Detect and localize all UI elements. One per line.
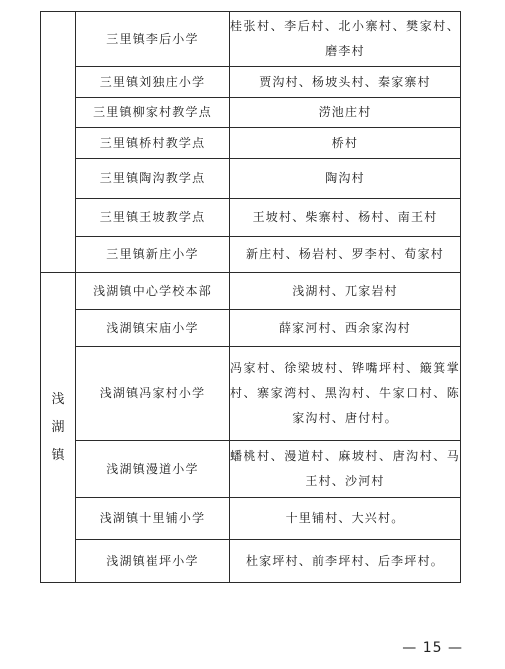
school-name: 三里镇陶沟教学点 xyxy=(76,159,230,199)
village-text: 十里铺村、大兴村。 xyxy=(285,511,405,525)
village-text: 薛家河村、西余家沟村 xyxy=(278,320,411,335)
table-row xyxy=(41,128,461,159)
table-row xyxy=(41,237,461,273)
village-list xyxy=(230,441,461,498)
village-text: 浅湖村、兀家岩村 xyxy=(292,283,398,298)
school-name: 浅湖镇崔坪小学 xyxy=(76,540,230,583)
village-text: 新庄村、杨岩村、罗李村、荀家村 xyxy=(245,247,444,261)
table-row xyxy=(41,67,461,98)
school-name: 浅湖镇十里铺小学 xyxy=(76,498,230,540)
village-text: 桂张村、李后村、北小寨村、樊家村、磨李村 xyxy=(230,19,460,58)
village-list xyxy=(230,237,461,273)
school-name: 三里镇李后小学 xyxy=(76,12,230,67)
village-list xyxy=(230,310,461,347)
village-list xyxy=(230,199,461,237)
village-list xyxy=(230,540,461,583)
town-name-char: 浅 xyxy=(51,391,65,407)
village-text: 蟠桃村、漫道村、麻坡村、唐沟村、马王村、沙河村 xyxy=(230,449,460,488)
school-name: 浅湖镇漫道小学 xyxy=(76,441,230,498)
village-list xyxy=(230,67,461,98)
village-text: 冯家村、徐梁坡村、铧嘴坪村、簸箕掌村、寨家湾村、黑沟村、牛家口村、陈家沟村、唐付村。 xyxy=(230,361,460,425)
village-text: 贾沟村、杨坡头村、秦家寨村 xyxy=(259,74,431,89)
school-name: 三里镇新庄小学 xyxy=(76,237,230,273)
town-name-char: 湖 xyxy=(51,419,65,435)
school-name: 三里镇桥村教学点 xyxy=(76,128,230,159)
village-text: 王坡村、柴寨村、杨村、南王村 xyxy=(252,210,438,224)
village-list xyxy=(230,347,461,441)
village-list xyxy=(230,128,461,159)
town-cell-lower xyxy=(41,273,76,583)
table-row xyxy=(41,199,461,237)
town-name xyxy=(51,386,65,470)
village-list xyxy=(230,12,461,67)
table-row xyxy=(41,273,461,310)
town-name-char: 镇 xyxy=(51,447,65,463)
school-name: 三里镇刘独庄小学 xyxy=(76,67,230,98)
school-name: 三里镇柳家村教学点 xyxy=(76,98,230,128)
table-row xyxy=(41,310,461,347)
table-row xyxy=(41,98,461,128)
school-name: 浅湖镇冯家村小学 xyxy=(76,347,230,441)
table-row xyxy=(41,498,461,540)
table-row xyxy=(41,347,461,441)
page-number: — 15 — xyxy=(402,640,463,656)
village-text: 杜家坪村、前李坪村、后李坪村。 xyxy=(245,553,444,568)
school-district-table xyxy=(40,11,461,583)
table-row xyxy=(41,540,461,583)
village-list xyxy=(230,98,461,128)
school-name: 三里镇王坡教学点 xyxy=(76,199,230,237)
village-text: 涝池庄村 xyxy=(318,105,372,119)
village-list xyxy=(230,159,461,199)
table-row xyxy=(41,441,461,498)
school-name: 浅湖镇中心学校本部 xyxy=(76,273,230,310)
village-list xyxy=(230,273,461,310)
table-row xyxy=(41,159,461,199)
table-row xyxy=(41,12,461,67)
town-cell-upper xyxy=(41,12,76,273)
village-text: 桥村 xyxy=(331,135,359,150)
village-text: 陶沟村 xyxy=(325,171,365,185)
village-list xyxy=(230,498,461,540)
school-name: 浅湖镇宋庙小学 xyxy=(76,310,230,347)
